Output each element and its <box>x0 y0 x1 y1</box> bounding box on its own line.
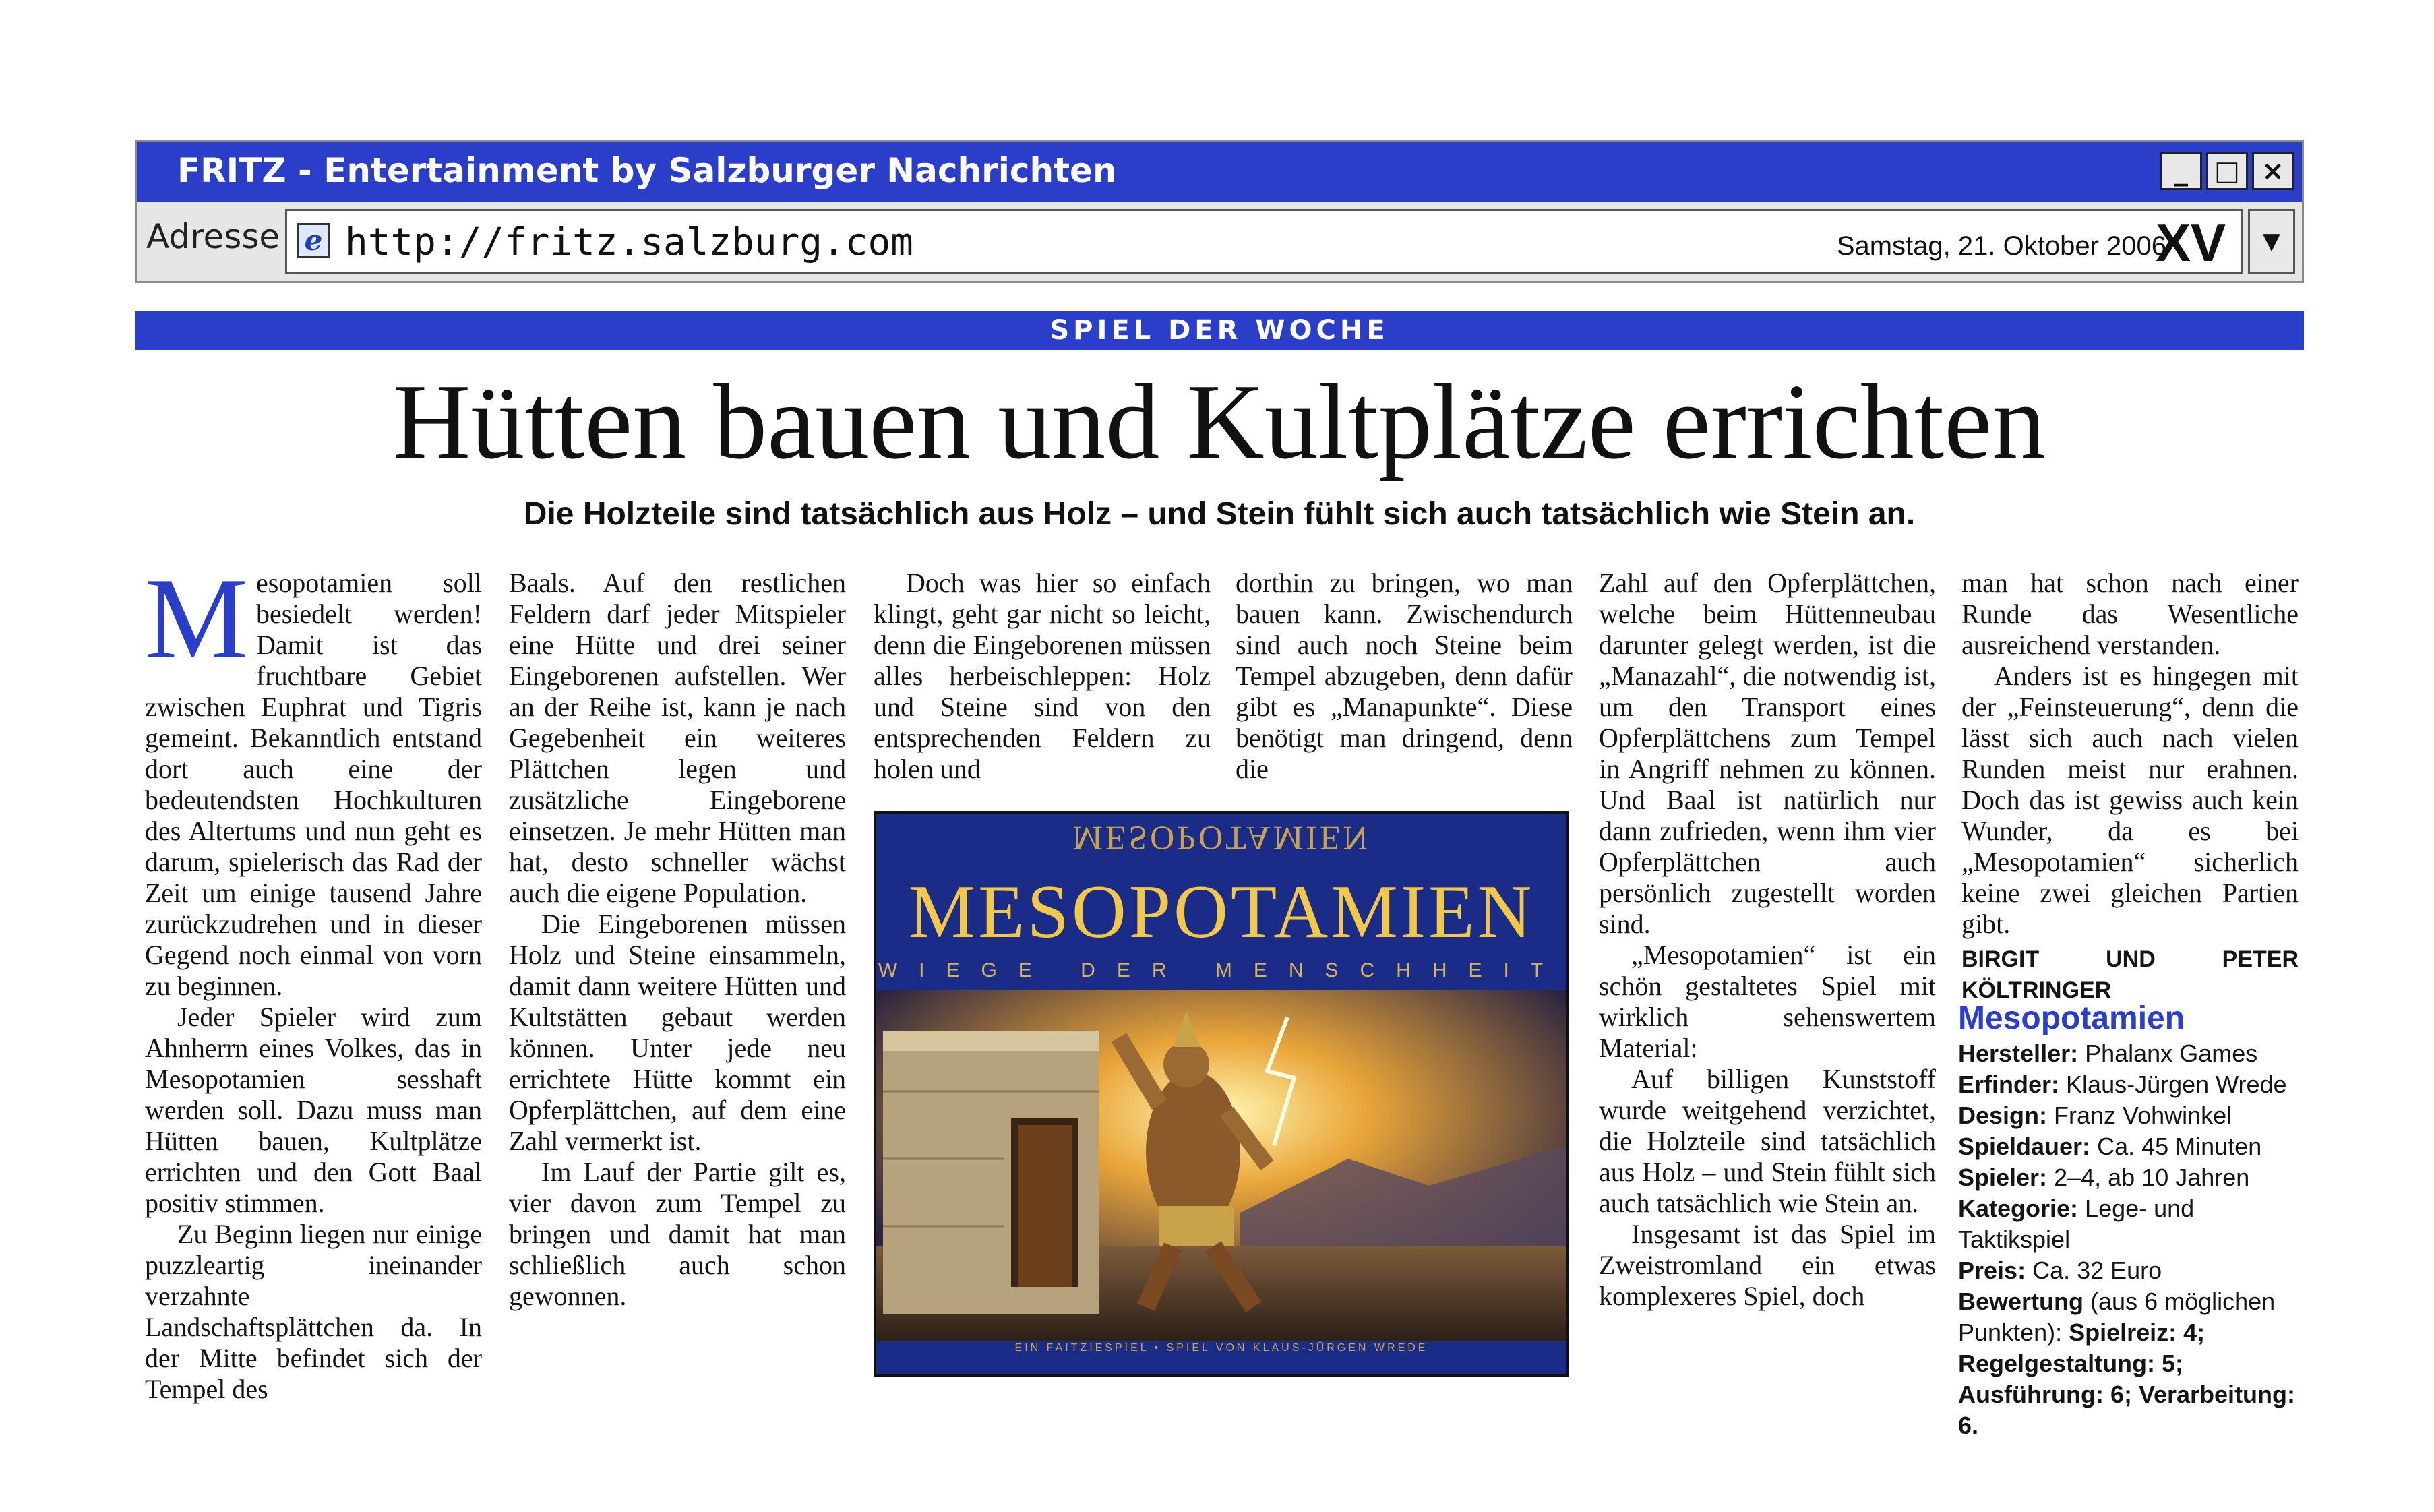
article-column-5 <box>1599 568 1936 1312</box>
paragraph: Zahl auf den Opferplättchen, welche beim Hüttenneubau darunter gelegt werden, ist die „Manazahl“, die notwendig ist, um den Transport eines Opferplättchens zum Tempel in Angriff nehmen zu können. Und Baal ist natürlich nur dann zufrieden, wenn ihm vier Opferplättchen auch persönlich zugestellt worden sind. <box>1599 568 1936 939</box>
game-cover-image <box>874 811 1569 1377</box>
headline: Hütten bauen und Kultplätze errichten <box>392 361 2046 481</box>
rating: Bewertung (aus 6 möglichen Punkten): Spielreiz: 4; Regelgestaltung: 5; Ausführung: 6; Verarbeitung: 6. <box>1958 1288 2296 1439</box>
article-column-4 <box>1236 568 1573 785</box>
paragraph: Im Lauf der Partie gilt es, vier davon zum Tempel zu bringen und damit hat man schließlich auch schon gewonnen. <box>509 1157 846 1311</box>
cover-subtitle: WIEGE DER MENSCHHEIT <box>878 959 1565 981</box>
fact-row: Design: Franz Vohwinkel <box>1958 1101 2232 1129</box>
fact-row: Preis: Ca. 32 Euro <box>1958 1257 2162 1284</box>
fact-box-title: Mesopotamien <box>1958 1000 2185 1036</box>
fact-row: Spieler: 2–4, ab 10 Jahren <box>1958 1163 2250 1191</box>
address-label: Adresse <box>146 217 280 256</box>
paragraph: Jeder Spieler wird zum Ahnherrn eines Volkes, das in Mesopotamien sesshaft werden soll. Dazu muss man Hütten bauen, Kultplätze errichten und den Gott Baal positiv stimmen. <box>145 1002 482 1218</box>
paragraph: Insgesamt ist das Spiel im Zweistromland ein etwas komplexeres Spiel, doch <box>1599 1219 1936 1311</box>
browser-window <box>135 140 2304 283</box>
paragraph: „Mesopotamien“ ist ein schön gestaltetes Spiel mit wirklich sehenswertem Material: <box>1599 940 1936 1063</box>
paragraph: Anders ist es hingegen mit der „Feinsteuerung“, denn die lässt sich auch nach vielen Runden meist nur erahnen. Doch das ist gewiss auch kein Wunder, da es bei „Mesopotamien“ sicherlich keine zwei gleichen Partien gibt. <box>1961 661 2299 939</box>
paragraph: Doch was hier so einfach klingt, geht gar nicht so leicht, denn die Eingeborenen müssen alles herbeischleppen: Holz und Steine sind von den entsprechenden Feldern zu holen und <box>874 568 1211 784</box>
kicker-banner: SPIEL DER WOCHE <box>135 311 2304 350</box>
paragraph: dorthin zu bringen, wo man bauen kann. Zwischendurch sind auch noch Steine beim Tempel abzugeben, denn dafür gibt es „Manapunkte“. Diese benötigt man dringend, denn die <box>1236 568 1573 784</box>
fact-row: Kategorie: Lege- und Taktikspiel <box>1958 1195 2195 1253</box>
subheadline: Die Holzteile sind tatsächlich aus Holz – und Stein fühlt sich auch tatsächlich wie Stein an. <box>523 496 1916 532</box>
issue-date: Samstag, 21. Oktober 2006 <box>1836 231 2166 261</box>
article-column-1 <box>145 555 482 1405</box>
page-number: XV <box>2155 213 2226 272</box>
byline: BIRGIT UND PETER KÖLTRINGER <box>1961 946 2299 1003</box>
paragraph: Auf billigen Kunststoff wurde weitgehend verzichtet, die Holzteile sind tatsächlich aus Holz – und Stein fühlt sich auch tatsächlich wie Stein an. <box>1599 1064 1936 1218</box>
minimize-button[interactable]: _ <box>2160 152 2202 190</box>
cover-title: MESOPOTAMIEN <box>908 870 1535 954</box>
paragraph: Mesopotamien soll besiedelt werden! Damit ist das fruchtbare Gebiet zwischen Euphrat und Tigris gemeint. Bekanntlich entstand dort auch eine der bedeutendsten Hochkulturen des Altertums und nun geht es darum, spielerisch das Rad der Zeit um einige tausend Jahre zurückzudrehen und in dieser Gegend noch einmal von vorn zu beginnen. <box>145 555 482 1001</box>
cover-mirrored-title: MESOPOTAMIEN <box>1072 820 1370 857</box>
address-dropdown-button[interactable]: ▼ <box>2248 209 2295 274</box>
close-button[interactable]: × <box>2252 152 2294 190</box>
cover-artwork <box>876 990 1566 1341</box>
address-bar <box>137 202 2302 283</box>
ie-page-icon: e <box>297 223 330 258</box>
window-title: FRITZ - Entertainment by Salzburger Nachrichten <box>177 151 1117 190</box>
drop-cap: M <box>145 555 248 683</box>
fact-row: Hersteller: Phalanx Games <box>1958 1039 2258 1067</box>
article-column-3 <box>874 568 1211 785</box>
article-column-6 <box>1961 568 2299 1006</box>
paragraph: Die Eingeborenen müssen Holz und Steine einsammeln, damit dann weitere Hütten und Kultstätten gebaut werden können. Unter jede neu errichtete Hütte kommt ein Opferplättchen, auf dem eine Zahl vermerkt ist. <box>509 909 846 1156</box>
paragraph: Baals. Auf den restlichen Feldern darf jeder Mitspieler eine Hütte und drei seiner Eingeborenen aufstellen. Wer an der Reihe ist, kann je nach Gegebenheit ein weiteres Plättchen legen und zusätzliche Eingeborene einsetzen. Je mehr Hütten man hat, desto schneller wächst auch die eigene Population. <box>509 568 846 908</box>
paragraph: Zu Beginn liegen nur einige puzzleartig ineinander verzahnte Landschaftsplättchen da. In der Mitte befindet sich der Tempel des <box>145 1219 482 1404</box>
url-text: http://fritz.salzburg.com <box>345 220 913 264</box>
maximize-button[interactable]: □ <box>2206 152 2248 190</box>
fact-row: Spieldauer: Ca. 45 Minuten <box>1958 1132 2262 1160</box>
title-bar <box>137 142 2302 202</box>
article-column-2 <box>509 568 846 1312</box>
temple-wall <box>883 1031 1099 1314</box>
url-input[interactable] <box>285 209 2243 274</box>
fact-row: Erfinder: Klaus-Jürgen Wrede <box>1958 1070 2287 1098</box>
paragraph: man hat schon nach einer Runde das Wesentliche ausreichend verstanden. <box>1961 568 2299 660</box>
fact-box <box>1958 999 2302 1441</box>
cover-tagline: EIN FAITZIESPIEL • SPIEL VON KLAUS-JÜRGEN WREDE <box>1014 1342 1428 1354</box>
